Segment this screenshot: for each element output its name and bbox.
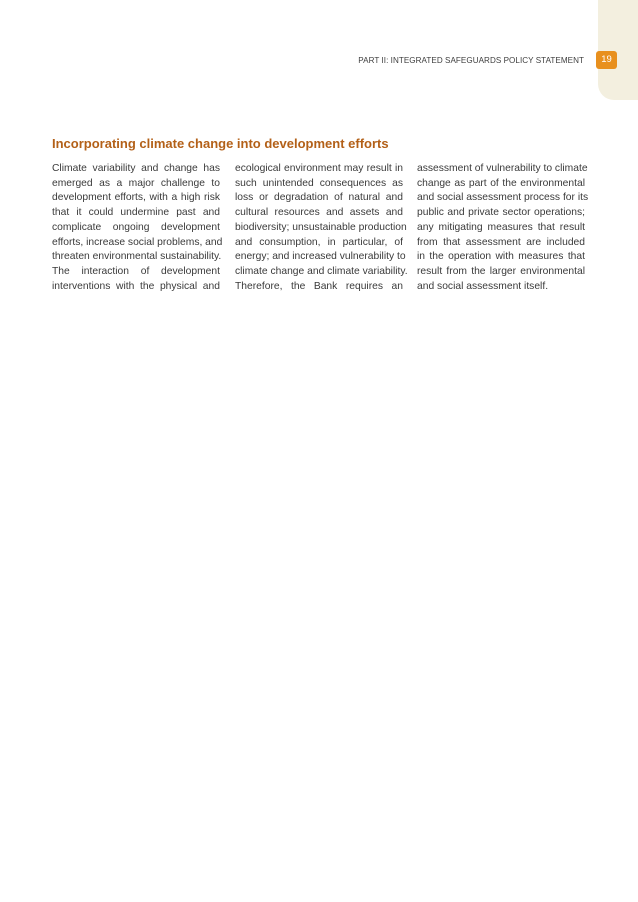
paragraph: [417, 162, 589, 294]
text-column-3: [417, 162, 589, 294]
text-line: Therefore, the Bank requires an: [235, 280, 403, 292]
text-line: complicate ongoing development: [52, 221, 220, 233]
page-corner-tab: [598, 0, 638, 100]
text-line: assessment of vulnerability to climate: [417, 163, 588, 174]
text-line: emerged as a major challenge to: [52, 177, 220, 189]
text-line: and social assessment process for its: [417, 192, 589, 204]
text-line: The interaction of development: [52, 265, 220, 277]
paragraph: [52, 162, 223, 294]
text-line: from that assessment are included: [417, 236, 585, 248]
text-line: and consumption, in particular, of: [235, 236, 403, 248]
text-line: efforts, increase social problems, and: [52, 236, 223, 248]
text-line: public and private sector operations;: [417, 207, 585, 219]
text-line: biodiversity; unsustainable production: [235, 221, 407, 233]
text-line: ecological environment may result in: [235, 163, 403, 174]
text-line: such unintended consequences as: [235, 177, 403, 189]
text-line: Climate variability and change has: [52, 163, 220, 174]
text-line: threaten environmental sustainability.: [52, 251, 222, 263]
text-line: change as part of the environmental: [417, 177, 585, 189]
text-line: result from the larger environmental: [417, 265, 585, 277]
text-line: and social assessment itself.: [417, 280, 549, 292]
paragraph: [235, 162, 408, 294]
running-head: PART II: INTEGRATED SAFEGUARDS POLICY STATEMENT: [358, 56, 584, 65]
text-line: climate change and climate variability.: [235, 265, 408, 277]
text-line: loss or degradation of natural and: [235, 192, 403, 204]
text-line: energy; and increased vulnerability to: [235, 251, 406, 263]
text-line: development efforts, with a high risk: [52, 192, 220, 204]
text-column-1: [52, 162, 223, 294]
text-line: any mitigating measures that result: [417, 221, 585, 233]
text-line: in the operation with measures that: [417, 251, 585, 263]
section-title: Incorporating climate change into development efforts: [52, 136, 389, 151]
text-line: interventions with the physical and: [52, 280, 220, 292]
text-column-2: [235, 162, 408, 294]
text-line: cultural resources and assets and: [235, 207, 403, 219]
text-line: that it could undermine past and: [52, 207, 220, 219]
page-number: 19: [596, 51, 617, 69]
